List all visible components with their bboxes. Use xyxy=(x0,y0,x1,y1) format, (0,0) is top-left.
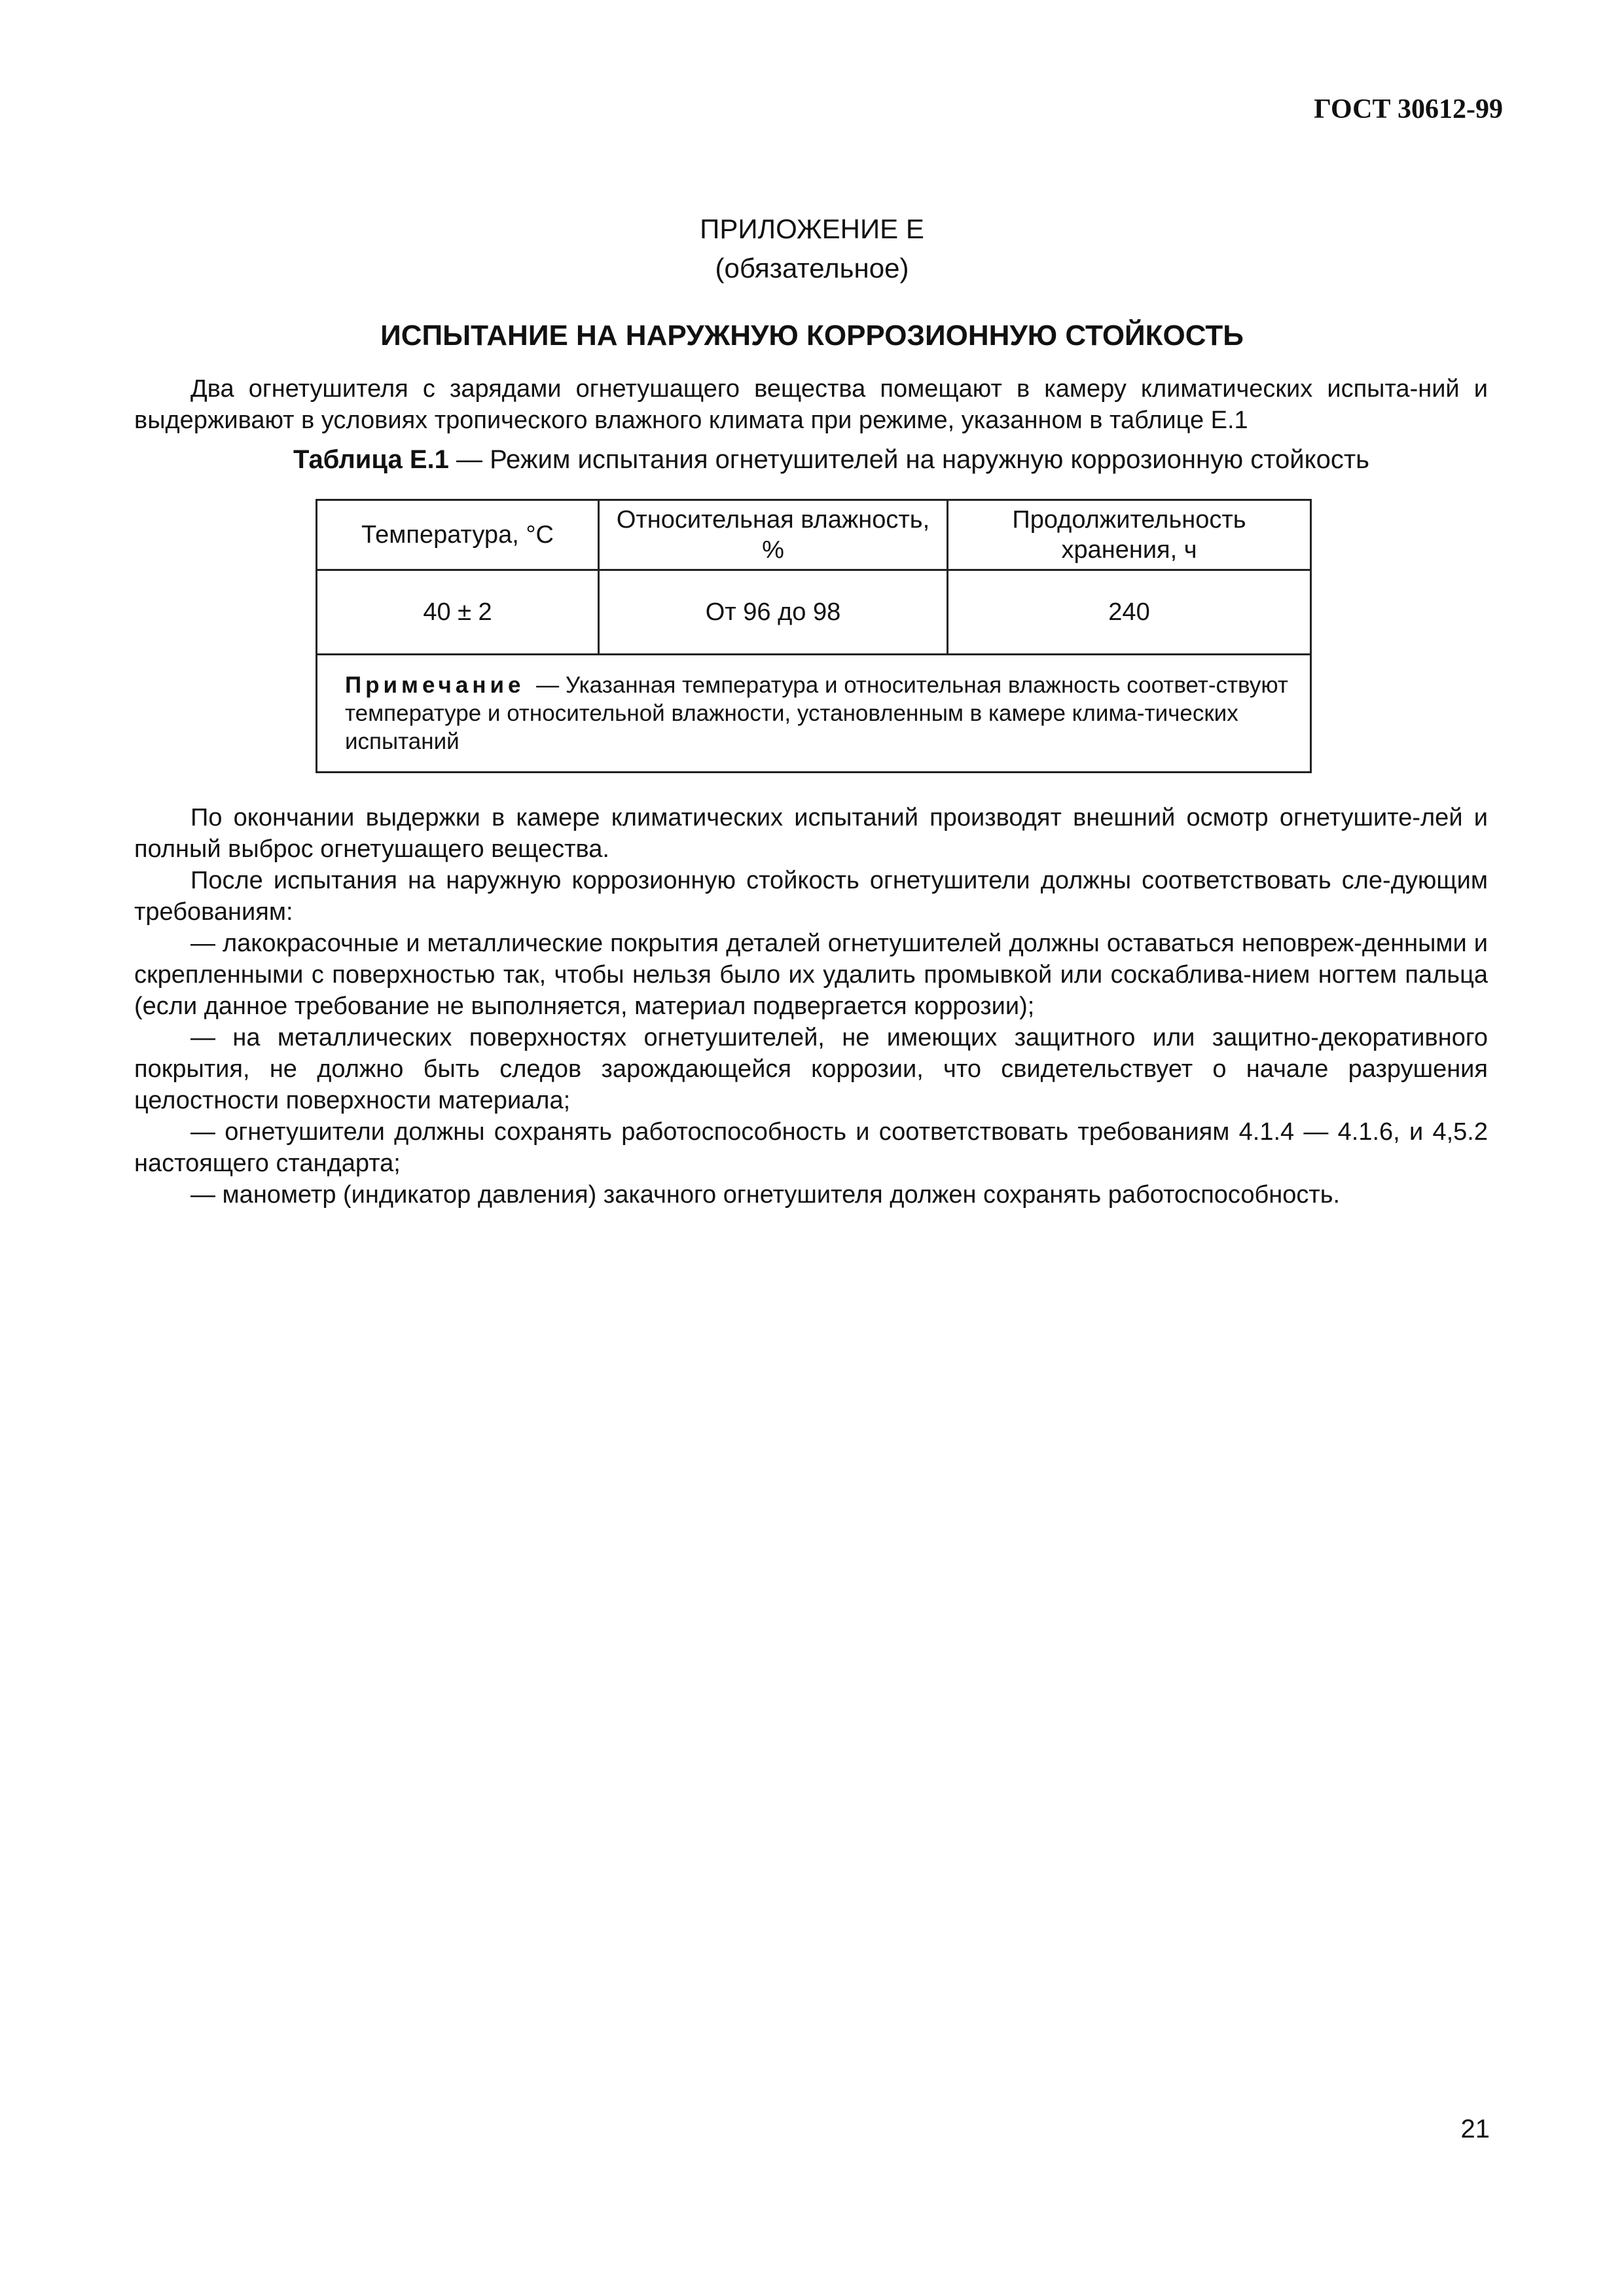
paragraph: После испытания на наружную коррозионную стойкость огнетушители должны соответствовать сле-дующим требованиям: xyxy=(134,867,1488,926)
cell-temperature: 40 ± 2 xyxy=(317,570,599,655)
document-code: ГОСТ 30612-99 xyxy=(1314,94,1503,124)
table-caption-label: Таблица Е.1 xyxy=(293,445,449,474)
note-text: — Указанная температура и относительная влажность соответ-ствуют температуре и относительной влажности, установленным в камере клима-тических испытаний xyxy=(345,672,1288,754)
body-text xyxy=(134,802,1488,1211)
cell-duration: 240 xyxy=(948,570,1311,655)
header-cell-temperature: Температура, °С xyxy=(317,500,599,570)
intro-paragraph xyxy=(134,373,1488,436)
table-caption-text: — Режим испытания огнетушителей на наружную коррозионную стойкость xyxy=(448,445,1370,474)
appendix-heading xyxy=(0,210,1624,288)
header-cell-humidity: Относительная влажность, % xyxy=(599,500,948,570)
cell-humidity: От 96 до 98 xyxy=(599,570,948,655)
list-item: — на металлических поверхностях огнетушителей, не имеющих защитного или защитно-декоративного покрытия, не должно быть следов зарождающейся коррозии, что свидетельствует о начале разрушения целостности поверхности материала; xyxy=(134,1024,1488,1114)
table-row xyxy=(317,570,1311,655)
appendix-title: ПРИЛОЖЕНИЕ Е xyxy=(700,213,924,244)
list-item: — манометр (индикатор давления) закачного огнетушителя должен сохранять работоспособность. xyxy=(190,1181,1341,1209)
table-header-row xyxy=(317,500,1311,570)
note-label: Примечание xyxy=(345,672,525,698)
paragraph: По окончании выдержки в камере климатических испытаний производят внешний осмотр огнетушите-лей и полный выброс огнетушащего вещества. xyxy=(134,804,1488,863)
intro-text: Два огнетушителя с зарядами огнетушащего вещества помещают в камеру климатических испыта-ний и выдерживают в условиях тропического влажного климата при режиме, указанном в таблице Е.1 xyxy=(134,375,1488,434)
table-note-row xyxy=(317,655,1311,773)
test-regime-table xyxy=(316,499,1312,773)
list-item: — огнетушители должны сохранять работоспособность и соответствовать требованиям 4.1.4 — 4.1.6, и 4,5.2 настоящего стандарта; xyxy=(134,1118,1488,1177)
table-caption xyxy=(293,445,1369,475)
section-title: ИСПЫТАНИЕ НА НАРУЖНУЮ КОРРОЗИОННУЮ СТОЙКОСТЬ xyxy=(380,319,1244,352)
table-note xyxy=(317,655,1311,773)
page-number: 21 xyxy=(1460,2115,1490,2143)
list-item: — лакокрасочные и металлические покрытия деталей огнетушителей должны оставаться неповреж-денными и скрепленными с поверхностью так, чтобы нельзя было их удалить промывкой или соскаблива-нием ногтем пальца (если данное требование не выполняется, материал подвергается коррозии); xyxy=(134,930,1488,1020)
header-cell-duration: Продолжительность хранения, ч xyxy=(948,500,1311,570)
appendix-status: (обязательное) xyxy=(715,253,909,283)
